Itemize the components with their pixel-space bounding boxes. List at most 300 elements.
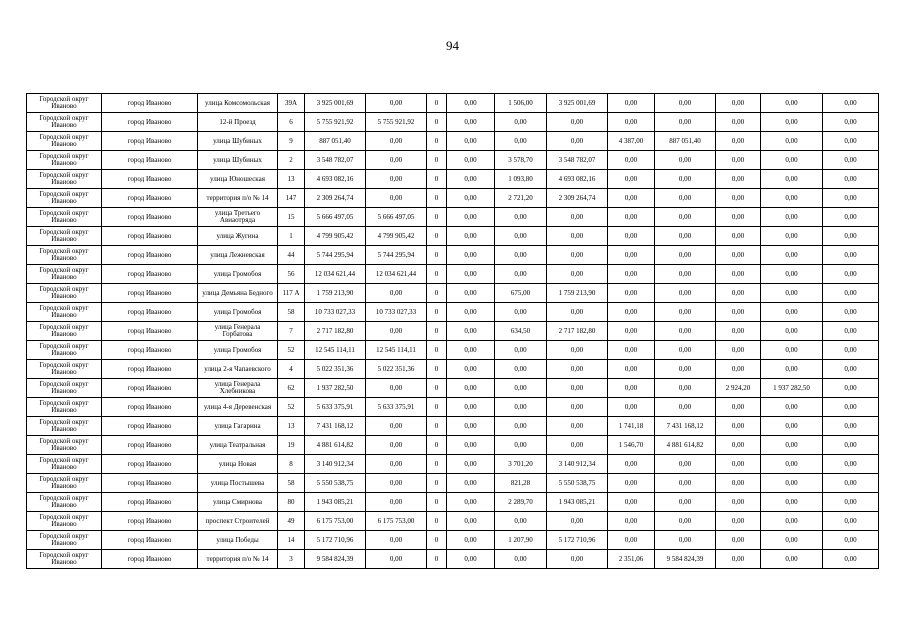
table-cell: Городской округ Иваново: [27, 531, 102, 550]
table-cell: 0,00: [495, 379, 547, 398]
table-cell: 0,00: [761, 132, 823, 151]
table-cell: Городской округ Иваново: [27, 493, 102, 512]
table-cell: 0,00: [716, 322, 761, 341]
table-row: [27, 208, 879, 227]
table-cell: 7 431 168,12: [655, 417, 716, 436]
table-cell: 1 759 213,90: [305, 284, 366, 303]
table-cell: 0,00: [447, 170, 495, 189]
table-cell: 12 545 114,11: [305, 341, 366, 360]
table-cell: 0: [427, 455, 447, 474]
table-cell: улица Генерала Горбатова: [198, 322, 278, 341]
table-cell: улица 2-я Чапаевского: [198, 360, 278, 379]
table-cell: 12 545 114,11: [366, 341, 427, 360]
table-cell: 12-й Проезд: [198, 113, 278, 132]
table-cell: 3 578,70: [495, 151, 547, 170]
table-cell: 0,00: [608, 455, 655, 474]
table-cell: Городской округ Иваново: [27, 512, 102, 531]
table-cell: улица 4-я Деревенская: [198, 398, 278, 417]
table-row: [27, 398, 879, 417]
table-cell: город Иваново: [102, 417, 198, 436]
table-cell: улица Победы: [198, 531, 278, 550]
table-cell: 0,00: [761, 284, 823, 303]
table-cell: территория п/о № 14: [198, 189, 278, 208]
table-cell: 0,00: [716, 550, 761, 569]
table-cell: 4 881 614,82: [655, 436, 716, 455]
table-cell: 0,00: [655, 227, 716, 246]
table-row: [27, 379, 879, 398]
table-cell: Городской округ Иваново: [27, 170, 102, 189]
table-cell: 0: [427, 246, 447, 265]
table-cell: 0,00: [823, 341, 879, 360]
table-cell: 0,00: [823, 132, 879, 151]
table-cell: 0,00: [716, 360, 761, 379]
table-cell: 12 034 621,44: [366, 265, 427, 284]
table-cell: 0: [427, 550, 447, 569]
table-row: [27, 303, 879, 322]
table-cell: 2 351,06: [608, 550, 655, 569]
table-cell: 0: [427, 531, 447, 550]
table-cell: 5 022 351,36: [366, 360, 427, 379]
table-cell: город Иваново: [102, 246, 198, 265]
table-row: [27, 246, 879, 265]
table-cell: 0,00: [366, 531, 427, 550]
table-cell: 0,00: [366, 132, 427, 151]
table-row: [27, 550, 879, 569]
table-cell: 0,00: [823, 94, 879, 113]
table-cell: 80: [278, 493, 305, 512]
table-cell: 0,00: [716, 132, 761, 151]
table-cell: 0,00: [655, 170, 716, 189]
table-cell: Городской округ Иваново: [27, 436, 102, 455]
table-cell: улица Лежневская: [198, 246, 278, 265]
table-row: [27, 341, 879, 360]
table-cell: 1: [278, 227, 305, 246]
table-cell: Городской округ Иваново: [27, 322, 102, 341]
table-cell: Городской округ Иваново: [27, 151, 102, 170]
table-cell: 1 937 282,50: [761, 379, 823, 398]
table-cell: 0,00: [761, 531, 823, 550]
table-cell: улица Громобоя: [198, 265, 278, 284]
table-cell: 6: [278, 113, 305, 132]
table-cell: 0,00: [716, 512, 761, 531]
table-cell: 13: [278, 170, 305, 189]
table-cell: 0,00: [547, 436, 608, 455]
table-cell: 0,00: [761, 227, 823, 246]
table-cell: 0,00: [655, 341, 716, 360]
table-cell: 0: [427, 227, 447, 246]
table-cell: 0,00: [655, 284, 716, 303]
table-cell: 0,00: [761, 341, 823, 360]
table-cell: Городской округ Иваново: [27, 265, 102, 284]
table-cell: улица Постышева: [198, 474, 278, 493]
table-cell: 1 506,00: [495, 94, 547, 113]
table-cell: 49: [278, 512, 305, 531]
table-cell: 0,00: [547, 303, 608, 322]
table-cell: 8: [278, 455, 305, 474]
table-cell: 5 550 538,75: [305, 474, 366, 493]
table-cell: 3 140 912,34: [305, 455, 366, 474]
table-row: [27, 132, 879, 151]
table-cell: 0,00: [366, 436, 427, 455]
table-cell: 0: [427, 379, 447, 398]
table-cell: 19: [278, 436, 305, 455]
table-cell: 4 799 905,42: [305, 227, 366, 246]
table-cell: город Иваново: [102, 398, 198, 417]
table-cell: 0,00: [823, 398, 879, 417]
table-cell: 0,00: [655, 113, 716, 132]
table-cell: 9: [278, 132, 305, 151]
table-cell: 0,00: [447, 208, 495, 227]
table-cell: 5 755 921,92: [305, 113, 366, 132]
table-cell: 0,00: [608, 379, 655, 398]
table-cell: 0,00: [608, 227, 655, 246]
table-cell: 0,00: [761, 417, 823, 436]
table-cell: улица Третьего Авиаотряда: [198, 208, 278, 227]
table-cell: 0,00: [366, 474, 427, 493]
table-cell: 1 943 085,21: [305, 493, 366, 512]
table-cell: 0,00: [495, 417, 547, 436]
table-cell: Городской округ Иваново: [27, 94, 102, 113]
table-row: [27, 417, 879, 436]
table-cell: город Иваново: [102, 493, 198, 512]
table-cell: 0,00: [716, 265, 761, 284]
table-cell: 4: [278, 360, 305, 379]
table-cell: 7: [278, 322, 305, 341]
table-cell: 0: [427, 493, 447, 512]
table-cell: 0,00: [447, 189, 495, 208]
table-cell: 0,00: [716, 436, 761, 455]
table-cell: 0,00: [447, 132, 495, 151]
table-cell: 4 693 082,16: [305, 170, 366, 189]
table-cell: 0,00: [447, 341, 495, 360]
table-cell: 4 387,00: [608, 132, 655, 151]
table-cell: 0,00: [655, 512, 716, 531]
table-cell: 0,00: [761, 455, 823, 474]
table-cell: 0,00: [608, 265, 655, 284]
table-cell: улица Громобоя: [198, 341, 278, 360]
table-cell: 3 925 001,69: [547, 94, 608, 113]
table-cell: 0,00: [447, 246, 495, 265]
table-cell: улица Смирнова: [198, 493, 278, 512]
table-row: [27, 284, 879, 303]
table-cell: Городской округ Иваново: [27, 341, 102, 360]
table-cell: 0,00: [823, 550, 879, 569]
table-cell: 0: [427, 474, 447, 493]
table-cell: 0,00: [655, 322, 716, 341]
table-cell: 0,00: [823, 303, 879, 322]
table-cell: Городской округ Иваново: [27, 284, 102, 303]
table-cell: 0,00: [608, 512, 655, 531]
table-cell: 0,00: [608, 360, 655, 379]
table-cell: 0: [427, 398, 447, 417]
table-cell: 0,00: [447, 493, 495, 512]
table-cell: 14: [278, 531, 305, 550]
table-cell: 0,00: [366, 189, 427, 208]
table-cell: улица Гагарина: [198, 417, 278, 436]
table-cell: 0,00: [608, 531, 655, 550]
table-cell: 0,00: [608, 208, 655, 227]
table-cell: 0,00: [761, 436, 823, 455]
table-cell: 0,00: [366, 379, 427, 398]
table-cell: 5 550 538,75: [547, 474, 608, 493]
table-cell: 5 172 710,96: [305, 531, 366, 550]
table-cell: 15: [278, 208, 305, 227]
table-cell: 0,00: [655, 94, 716, 113]
table-cell: 0,00: [608, 151, 655, 170]
table-cell: 0,00: [608, 303, 655, 322]
table-cell: 0,00: [716, 341, 761, 360]
table-cell: 2 289,70: [495, 493, 547, 512]
table-cell: 821,28: [495, 474, 547, 493]
table-cell: 0,00: [823, 284, 879, 303]
table-cell: 0,00: [761, 303, 823, 322]
table-cell: 0,00: [716, 227, 761, 246]
table-cell: 0,00: [823, 493, 879, 512]
table-cell: 0,00: [447, 512, 495, 531]
table-cell: 0,00: [495, 512, 547, 531]
table-cell: 0,00: [447, 227, 495, 246]
table-cell: улица Юношеская: [198, 170, 278, 189]
table-cell: 1 937 282,50: [305, 379, 366, 398]
data-table: [26, 93, 879, 569]
table-cell: 0,00: [447, 379, 495, 398]
table-cell: 0,00: [447, 550, 495, 569]
table-cell: Городской округ Иваново: [27, 132, 102, 151]
table-cell: город Иваново: [102, 170, 198, 189]
table-cell: 0,00: [547, 341, 608, 360]
table-cell: 39А: [278, 94, 305, 113]
table-cell: 0,00: [823, 474, 879, 493]
table-row: [27, 113, 879, 132]
table-cell: Городской округ Иваново: [27, 227, 102, 246]
table-cell: город Иваново: [102, 208, 198, 227]
table-cell: 0: [427, 322, 447, 341]
table-cell: 0,00: [608, 493, 655, 512]
table-cell: 0,00: [716, 284, 761, 303]
table-cell: 0,00: [823, 170, 879, 189]
table-cell: 0,00: [447, 360, 495, 379]
table-cell: 0,00: [716, 170, 761, 189]
table-cell: 0,00: [761, 360, 823, 379]
table-cell: 634,50: [495, 322, 547, 341]
table-row: [27, 265, 879, 284]
table-cell: улица Генерала Хлебникова: [198, 379, 278, 398]
table-cell: 1 093,80: [495, 170, 547, 189]
table-cell: 0,00: [608, 170, 655, 189]
table-cell: 4 799 905,42: [366, 227, 427, 246]
table-cell: Городской округ Иваново: [27, 455, 102, 474]
table-cell: 0: [427, 265, 447, 284]
table-cell: 52: [278, 341, 305, 360]
table-cell: 0,00: [447, 417, 495, 436]
table-cell: 0,00: [716, 94, 761, 113]
table-cell: город Иваново: [102, 379, 198, 398]
table-cell: 0: [427, 284, 447, 303]
table-cell: город Иваново: [102, 341, 198, 360]
table-cell: 7 431 168,12: [305, 417, 366, 436]
table-cell: город Иваново: [102, 189, 198, 208]
table-cell: 56: [278, 265, 305, 284]
table-cell: 0: [427, 360, 447, 379]
table-row: [27, 360, 879, 379]
table-cell: 0,00: [366, 284, 427, 303]
table-cell: 0,00: [823, 322, 879, 341]
table-cell: 0,00: [608, 322, 655, 341]
table-cell: 0,00: [447, 474, 495, 493]
table-cell: 0,00: [495, 436, 547, 455]
table-cell: 0,00: [495, 227, 547, 246]
table-cell: 0: [427, 303, 447, 322]
table-cell: 3 925 001,69: [305, 94, 366, 113]
table-cell: 0: [427, 417, 447, 436]
table-cell: 58: [278, 303, 305, 322]
table-cell: город Иваново: [102, 303, 198, 322]
table-cell: 1 207,90: [495, 531, 547, 550]
table-cell: 0,00: [547, 360, 608, 379]
table-cell: 0,00: [495, 208, 547, 227]
table-cell: 0: [427, 94, 447, 113]
table-cell: 0,00: [447, 436, 495, 455]
table-cell: 0,00: [447, 113, 495, 132]
table-cell: 0,00: [547, 550, 608, 569]
table-cell: 0,00: [716, 398, 761, 417]
table-cell: 0,00: [447, 151, 495, 170]
table-cell: город Иваново: [102, 531, 198, 550]
table-cell: 62: [278, 379, 305, 398]
table-cell: 0,00: [823, 113, 879, 132]
table-cell: 0,00: [716, 303, 761, 322]
table-row: [27, 474, 879, 493]
table-cell: улица Новая: [198, 455, 278, 474]
table-cell: 0,00: [716, 531, 761, 550]
table-cell: 0,00: [608, 284, 655, 303]
table-cell: Городской округ Иваново: [27, 208, 102, 227]
table-cell: 2 717 182,80: [547, 322, 608, 341]
table-cell: 0,00: [823, 436, 879, 455]
table-cell: 0: [427, 132, 447, 151]
table-cell: 0,00: [495, 246, 547, 265]
table-cell: 2 717 182,80: [305, 322, 366, 341]
table-cell: 0,00: [716, 151, 761, 170]
table-cell: 0: [427, 170, 447, 189]
table-cell: улица Громобоя: [198, 303, 278, 322]
table-cell: 0,00: [447, 531, 495, 550]
table-cell: 0,00: [447, 398, 495, 417]
table-cell: улица Демьяна Бедного: [198, 284, 278, 303]
table-cell: город Иваново: [102, 265, 198, 284]
table-cell: Городской округ Иваново: [27, 189, 102, 208]
table-cell: 2 721,20: [495, 189, 547, 208]
table-row: [27, 436, 879, 455]
table-row: [27, 512, 879, 531]
table-cell: 0,00: [655, 208, 716, 227]
table-cell: 0,00: [655, 246, 716, 265]
table-cell: улица Театральная: [198, 436, 278, 455]
table-cell: город Иваново: [102, 474, 198, 493]
table-cell: 0,00: [655, 398, 716, 417]
table-cell: улица Комсомольская: [198, 94, 278, 113]
table-cell: 0,00: [761, 493, 823, 512]
table-cell: 0,00: [547, 398, 608, 417]
table-cell: 0,00: [761, 474, 823, 493]
table-cell: 0,00: [761, 151, 823, 170]
table-cell: 1 741,18: [608, 417, 655, 436]
table-cell: 0,00: [547, 417, 608, 436]
table-cell: 0,00: [366, 550, 427, 569]
table-cell: 0,00: [761, 113, 823, 132]
table-cell: 0,00: [823, 455, 879, 474]
table-cell: 9 584 824,39: [305, 550, 366, 569]
table-cell: 0: [427, 189, 447, 208]
table-cell: 0,00: [447, 284, 495, 303]
page-number: 94: [446, 38, 459, 53]
table-cell: 0,00: [655, 360, 716, 379]
table-cell: 3: [278, 550, 305, 569]
table-cell: 0,00: [716, 189, 761, 208]
table-cell: 2 924,20: [716, 379, 761, 398]
table-cell: 0,00: [655, 151, 716, 170]
table-cell: 0,00: [447, 322, 495, 341]
table-cell: 675,00: [495, 284, 547, 303]
table-cell: 0,00: [608, 94, 655, 113]
table-cell: 0,00: [495, 398, 547, 417]
table-cell: 0,00: [495, 132, 547, 151]
table-row: [27, 170, 879, 189]
table-cell: 0,00: [761, 94, 823, 113]
table-cell: 0,00: [366, 94, 427, 113]
table-cell: 0,00: [608, 341, 655, 360]
table-cell: 0,00: [716, 474, 761, 493]
table-cell: 0,00: [823, 246, 879, 265]
table-cell: 0,00: [366, 170, 427, 189]
table-cell: 0,00: [716, 417, 761, 436]
table-cell: 0,00: [823, 265, 879, 284]
table-cell: 5 633 375,91: [366, 398, 427, 417]
table-row: [27, 94, 879, 113]
table-cell: 0,00: [761, 170, 823, 189]
table-cell: 887 051,40: [655, 132, 716, 151]
table-cell: 0,00: [761, 512, 823, 531]
table-cell: 0,00: [547, 208, 608, 227]
table-cell: 44: [278, 246, 305, 265]
table-cell: город Иваново: [102, 113, 198, 132]
table-cell: 0,00: [366, 151, 427, 170]
table-cell: 0,00: [447, 455, 495, 474]
table-cell: город Иваново: [102, 132, 198, 151]
table-cell: 0,00: [608, 398, 655, 417]
table-cell: 1 943 085,21: [547, 493, 608, 512]
table-cell: город Иваново: [102, 227, 198, 246]
table-cell: Городской округ Иваново: [27, 474, 102, 493]
table-cell: город Иваново: [102, 550, 198, 569]
table-cell: 5 172 710,96: [547, 531, 608, 550]
table-cell: город Иваново: [102, 455, 198, 474]
table-cell: 0,00: [547, 512, 608, 531]
table-cell: 0,00: [716, 493, 761, 512]
table-cell: 0,00: [761, 208, 823, 227]
table-cell: 0,00: [655, 303, 716, 322]
table-cell: 0,00: [495, 360, 547, 379]
table-row: [27, 531, 879, 550]
table-cell: 0: [427, 208, 447, 227]
table-cell: 0,00: [655, 455, 716, 474]
table-cell: 0,00: [495, 265, 547, 284]
table-cell: 5 666 497,05: [305, 208, 366, 227]
table-cell: 0,00: [655, 474, 716, 493]
table-cell: 5 633 375,91: [305, 398, 366, 417]
table-cell: 0,00: [823, 531, 879, 550]
table-row: [27, 493, 879, 512]
